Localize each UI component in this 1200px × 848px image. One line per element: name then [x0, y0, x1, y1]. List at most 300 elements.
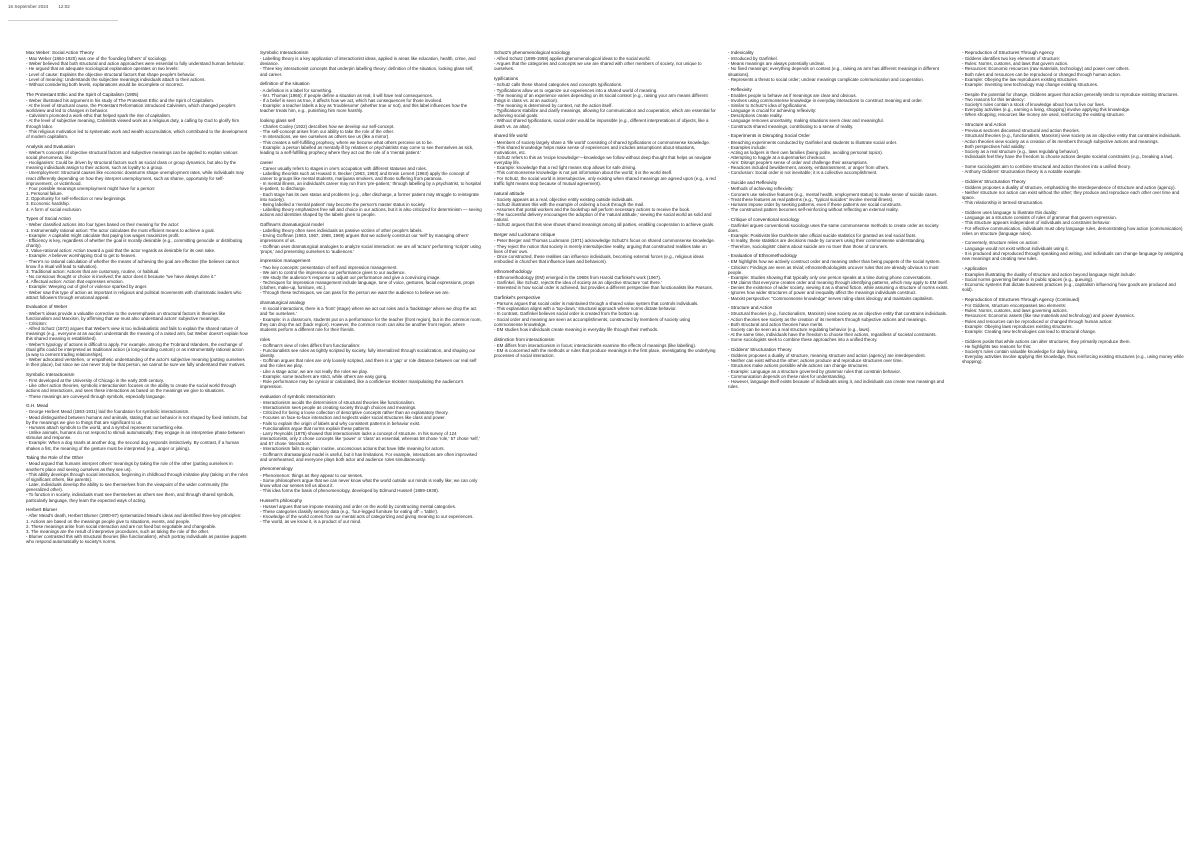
- note-line: - Reactions included bewilderment, anxiety, embarrassment, or anger from others.: [728, 165, 890, 171]
- section-heading: Symbolic Interactionism: [26, 371, 75, 377]
- note-line: - Techniques for impression management include language, tone of voice, gestures, facial expressions, props (clothes, make-up, furniture, etc.).: [260, 280, 475, 291]
- note-line: - The constructed pattern becomes self-reinforcing without reflecting an external reality.: [728, 207, 899, 212]
- note-line: - At the same time, individuals have the freedom to choose their actions, regardless of societal constraints.: [728, 332, 937, 338]
- note-line: - Weber's typology of actions is difficult to apply. For example, among the Trobriand Islanders, the exchange of ritual gifts could be interpreted as traditional action (a long-standing custom) or as instrumentally rational action (a way to cement trading relationships).: [26, 341, 244, 357]
- note-line: - The meaning is determined by context, not the action itself.: [494, 103, 613, 108]
- section-heading: Berger and Luckmann critique: [494, 232, 556, 238]
- note-section: [728, 50, 950, 82]
- note-line: - Being labelled a 'mental patient' may become the person's master status in society.: [260, 201, 426, 207]
- note-line: - Career usually refers to stages in one's occupation with different statuses and roles.: [260, 165, 428, 171]
- note-section: [26, 144, 248, 212]
- note-section: [260, 466, 482, 493]
- section-heading: Analysis and Evaluation: [26, 143, 75, 149]
- note-line: - Action theories see society as the creation of its members through subjective actions and meanings.: [728, 316, 927, 322]
- note-line: - Attempting to haggle at a supermarket checkout.: [728, 155, 826, 160]
- section-heading: Herbert Blumer: [26, 507, 58, 513]
- note-line: - This shared knowledge helps make sense of experiences and includes assumptions about situations, motivations, etc.: [494, 144, 696, 155]
- note-line: - Methods of achieving reflexivity:: [728, 186, 794, 192]
- note-section: [26, 403, 248, 450]
- section-heading: - Reflexivity: [728, 86, 752, 92]
- section-heading: shared life world: [494, 133, 528, 139]
- note-section: [494, 76, 716, 129]
- note-line: - Everyday activities involve applying this knowledge, thus reinforcing existing structures (e.g., using money while shopping).: [962, 354, 1184, 365]
- section-heading: - Indexicality: [728, 50, 754, 55]
- note-line: - Enables people to behave as if meanings are clear and obvious.: [728, 92, 857, 98]
- note-line: - Erving Goffman (1963, 1967, 1968, 1969) argues that we actively construct our 'self' by managing others' impressions of us.: [260, 233, 469, 244]
- note-line: - Once constructed, these realities can influence individuals, becoming external forces (e.g., religious ideas embodied in churches that influence laws and behaviors).: [494, 253, 704, 264]
- note-line: - Charles Cooley (1922) describes how we develop our self-concept.: [260, 124, 395, 130]
- note-line: - EM studies how individuals create meaning in everyday life through their methods.: [494, 326, 659, 332]
- section-heading: Types of Social Action: [26, 216, 71, 222]
- note-line: - Social norms governing behavior in public spaces (e.g., queuing).: [962, 276, 1094, 282]
- note-line: - Example: Weeping out of grief or violence sparked by anger.: [26, 284, 148, 290]
- note-line: - Example: Obeying laws reproduces existing structures.: [962, 323, 1073, 329]
- note-line: - Typifications allow us to organize our experiences into a shared world of meaning.: [494, 87, 658, 93]
- note-line: - Neither can exist without the other; actions produce and reproduce structures over time.: [728, 358, 903, 364]
- note-line: - Later, individuals develop the ability to see themselves from the viewpoint of the wider community (the generalized other).: [26, 482, 229, 493]
- note-line: - George Herbert Mead (1863-1931) laid the foundation for symbolic interactionism.: [26, 409, 190, 415]
- notes-column: [260, 50, 482, 840]
- note-line: - In reality, these statistics are decisions made by coroners using their commonsense understanding.: [728, 238, 926, 244]
- section-heading: Evaluation of Weber: [26, 304, 68, 310]
- note-line: - The meaning of an experience varies depending on its social context (e.g., raising your arm means different things in class vs. at an auction).: [494, 92, 708, 103]
- note-section: [494, 50, 716, 72]
- note-line: - Goffman argues that roles are only loosely scripted, and there is a 'gap' or role distance between our real self and the roles we play.: [260, 358, 477, 369]
- note-line: - This relationship is termed structuration.: [962, 200, 1044, 206]
- note-line: - Ethnomethodology (EM) emerged in the 1960s from Harold Garfinkel's work (1967).: [494, 274, 662, 280]
- note-line: - Example: in a classroom, students put on a performance for the teacher (front region), but in the common room, they can drop the act (back region). However, the common room can also be another front region, where students perform a different role for their friends.: [260, 316, 482, 332]
- note-line: 3. Economic hardship.: [26, 201, 70, 207]
- section-heading: - Giddens' Structuration Theory: [962, 178, 1026, 184]
- page-header: [8, 4, 118, 21]
- notes-page: [26, 50, 1192, 840]
- section-heading: ethnomethodology: [494, 268, 532, 274]
- note-line: - No conscious thought or choice is involved; the actor does it because "we have always done it.": [26, 274, 217, 280]
- note-line: - Like other action theories, symbolic interactionism focuses on the ability to create the social world through actions and interactions, and sees these interactions as based on the meanings we give to situations.: [26, 383, 236, 394]
- note-section: [962, 210, 1184, 236]
- note-line: - Example: Obeying the law reproduces existing structures.: [962, 76, 1078, 82]
- note-line: - The successful delivery encourages the adoption of the 'natural attitude,' viewing the social world as solid and natural.: [494, 212, 712, 223]
- note-line: - These meanings are conveyed through symbols, especially language.: [26, 393, 166, 399]
- note-line: - Weber classified actions into four types based on their meaning for the actor:: [26, 222, 180, 228]
- note-line: 1. Instrumentally rational action: The actor calculates the most efficient means to achieve a goal.: [26, 227, 215, 233]
- note-line: - Phenomenon: things as they appear to our senses.: [260, 472, 364, 478]
- note-line: 2. Value-rational action: Action toward a goal that the actor regards as desirable for its own sake.: [26, 248, 216, 254]
- note-line: - EM is concerned with the methods or rules that produce meanings in the first place, investigating the underlying processes of social interaction.: [494, 347, 716, 359]
- note-line: - Members of society largely share a 'life world' consisting of shared typifications or commonsense knowledge.: [494, 139, 711, 145]
- note-line: - This commonsense knowledge is not just information about the world; it is the world itself.: [494, 170, 673, 176]
- note-line: - Like a stage actor, we are not really the roles we play.: [260, 368, 368, 374]
- note-line: - Giddens uses language to illustrate this duality:: [962, 210, 1058, 216]
- note-line: - Labelling theory emphasizes free will and choice in our actions, but it is also criticized for determinism — seeing actions and identities shaped by the labels given to people.: [260, 207, 482, 218]
- note-line: - Interested in how social order is achieved, but provides a different perspective than functionalists like Parsons.: [494, 285, 713, 291]
- note-line: - The self-concept arises from our ability to take the role of the other.: [260, 129, 395, 135]
- note-line: - Calvinism promoted a work ethic that helped spark the rise of capitalism.: [26, 113, 172, 119]
- section-heading: The Protestant Ethic and the Spirit of Capitalism (1905): [26, 91, 139, 97]
- section-heading: distinction from interactionism: [494, 336, 555, 342]
- note-section: [26, 455, 248, 502]
- note-line: - At the level of structural cause, the Protestant Reformation introduced Calvinism, which changed people's worldview and led to changes in behavior.: [26, 103, 236, 114]
- note-section: [260, 394, 482, 462]
- note-line: - Humans attach symbols to the world, and a symbol represents something else.: [26, 424, 184, 430]
- notes-column: [494, 50, 716, 840]
- note-section: [26, 50, 248, 87]
- note-line: - Functionalists argue that norms explain these patterns.: [260, 425, 371, 431]
- notes-column: [962, 50, 1184, 840]
- note-line: - Garfinkel argues conventional sociology uses the same commonsense methods to create order as society does.: [728, 222, 939, 234]
- note-line: - However, language itself exists because of individuals using it, and individuals can create new meanings and rules.: [728, 378, 945, 390]
- note-section: [728, 305, 950, 342]
- note-line: - Goffman's view of roles differs from functionalism:: [260, 342, 361, 348]
- note-line: - Without considering both levels, explanations would be incomplete or incorrect.: [26, 81, 184, 87]
- note-line: - Level of meaning: Understands the subjective meanings individuals attach to their actions.: [26, 76, 206, 82]
- note-line: - Resources: Economic assets (like raw materials and technology) and power dynamics.: [962, 313, 1135, 319]
- note-line: - Society appears as a real, objective entity existing outside individuals.: [494, 196, 634, 202]
- section-heading: Garfinkel's perspective: [494, 294, 541, 300]
- note-line: - Aim: Disrupt people's sense of order and challenge their assumptions.: [728, 160, 868, 166]
- notes-column: [26, 50, 248, 840]
- note-line: - EM highlights how we actively construct order and meaning rather than being puppets of the social system.: [728, 259, 941, 265]
- note-line: - Knowledge of the world comes from our mental acts of categorizing and giving meaning to our experiences.: [260, 514, 474, 520]
- note-line: - These categories classify sensory data (e.g., 'four-legged furniture for eating off' = 'table').: [260, 509, 439, 515]
- note-section: [494, 269, 716, 291]
- note-line: - EM differs from interactionism in focus; interactionists examine the effects of meanings (like labelling).: [494, 342, 697, 348]
- note-line: - Some philosophers argue that we can never know what the world outside our minds is really like; we can only know what our senses tell us about it.: [260, 477, 478, 488]
- note-line: - Despite the potential for change, Giddens argues that action generally tends to reproduce existing structures.: [962, 91, 1179, 97]
- note-line: - Language removes uncertainty, making situations seem clear and meaningful.: [728, 118, 884, 124]
- note-line: - Conclusion: Social order is not inevitable; it is a collective accomplishment.: [728, 170, 878, 176]
- note-line: - This structure appears independent of individuals and constrains behavior.: [962, 220, 1111, 226]
- section-heading: - Reproduction of Structures Through Agency: [962, 50, 1055, 55]
- note-line: - In interactions, we see ourselves as others see us (like a mirror).: [260, 134, 390, 140]
- note-line: - Example: a teacher labels a boy as 'troublesome' (whether true or not), and this label influences how the teacher treats him, e.g., punishing him more harshly.: [260, 103, 468, 114]
- note-line: - Example: When a dog snarls at another dog, the second dog responds instinctively. By contrast, if a human shakes a fist, the meaning of the gesture must be interpreted (e.g., anger or joking).: [26, 440, 240, 451]
- note-line: - Weber advocated verstehen, or empathetic understanding of the actor's subjective meaning (putting ourselves in their place), but since we can never truly be that person, we cannot be sure we fully understand their motives.: [26, 356, 246, 368]
- section-heading: Schutz's phenomenological sociology: [494, 50, 571, 55]
- section-heading: - Critique of conventional sociology: [728, 216, 800, 222]
- note-section: [494, 337, 716, 359]
- note-line: - Husserl argues that we impose meaning and order on the world by constructing mental categories.: [260, 503, 457, 509]
- note-line: - Example: Inventing new technology may change existing structures.: [962, 81, 1099, 87]
- note-line: - Both structural and action theories have merits.: [728, 321, 824, 327]
- note-line: - Example: some teachers are strict, while others are easy going.: [260, 373, 388, 379]
- note-line: - Some sociologists seek to combine these approaches into a unified theory.: [728, 337, 878, 343]
- note-line: - Mead argued that humans interpret others' meanings by taking the role of the other (putting ourselves in another's place and seeing ourselves as they see us).: [26, 461, 233, 472]
- note-line: - Society as a real structure (e.g., laws regulating behavior).: [962, 148, 1080, 154]
- note-line: - Criticized for being a loose collection of descriptive concepts rather than an explanatory theory.: [260, 410, 449, 416]
- note-line: - Individuals feel they have the freedom to choose actions despite societal constraints (e.g., breaking a law).: [962, 154, 1174, 159]
- note-line: - Unemployment: Structural causes like economic downturns shape unemployment rates, while individuals may react differently depending on how they interpret unemployment, such as shame, opportunity for self-improvement, or victimhood.: [26, 170, 245, 186]
- note-section: [728, 217, 950, 249]
- note-line: - Society's rules contain valuable knowledge for daily living.: [962, 349, 1079, 354]
- note-line: - Means meanings are always potentially unclear.: [728, 61, 825, 67]
- note-line: - Similar to Schutz's idea of typifications.: [728, 103, 808, 108]
- note-line: - Marxist perspective: "Commonsense knowledge" serves ruling-class ideology and maintains capitalism.: [728, 295, 934, 301]
- note-line: - This religious motivation led to systematic work and wealth accumulation, which contributed to the development of modern capitalism.: [26, 128, 248, 139]
- note-line: - He highlights two reasons for this:: [962, 343, 1032, 349]
- note-line: 1. Personal failure.: [26, 191, 63, 197]
- note-line: 1. Actions are based on the meanings people give to situations, events, and people.: [26, 518, 191, 524]
- note-line: - Fails to explain the origin of labels and why consistent patterns in behavior exist.: [260, 420, 421, 426]
- note-line: - Weber believed that both structural and action approaches were essential to fully understand human behavior.: [26, 61, 245, 67]
- note-line: - Rules and resources can be reproduced or changed through human action:: [962, 318, 1113, 324]
- note-line: - In contrast, Garfinkel believes social order is created from the bottom up.: [494, 311, 640, 317]
- note-line: - Focuses on face-to-face interaction and neglects wider social structures like class and power.: [260, 415, 446, 421]
- note-line: - Example: knowledge that a red light means stop allows for safe driving.: [494, 165, 637, 171]
- note-line: - Two reasons for this tendency:: [962, 96, 1025, 102]
- note-line: - Weber illustrated his argument in his study of The Protestant Ethic and the Spirit of Capitalism.: [26, 97, 215, 103]
- note-section: [260, 160, 482, 218]
- note-line: - Three key interactionist concepts that underpin labelling theory: definition of the situation, looking glass self, and career.: [260, 66, 474, 77]
- note-line: - Examples illustrating the duality of structure and action beyond language might include:: [962, 271, 1136, 277]
- section-heading: G.H. Mead: [26, 403, 49, 409]
- note-line: - Argues that the categories and concepts we use are shared with other members of society, not unique to ourselves.: [494, 61, 702, 72]
- note-line: - Typifications stabilize and clarify meanings, allowing for communication and cooperation, which are essential for achieving social goals.: [494, 108, 716, 119]
- note-line: - This ability develops through social interaction, beginning in childhood through imitative play (taking on the roles of significant others, like parents).: [26, 471, 248, 482]
- section-heading: natural attitude: [494, 190, 525, 196]
- note-section: [962, 92, 1184, 118]
- note-line: - Example: Positivists like Durkheim take official suicide statistics for granted as real social facts.: [728, 233, 917, 239]
- note-line: 4. Affectual action: Action that expresses emotion.: [26, 279, 124, 285]
- section-heading: - Structure and Action: [728, 305, 773, 311]
- notes-column: [728, 50, 950, 840]
- note-section: [260, 258, 482, 295]
- note-line: 3. The meanings are the result of interpretive procedures, such as taking the role of the other.: [26, 528, 210, 534]
- note-line: - At the level of subjective meaning, Calvinists viewed work as a religious duty, a calling by God to glorify him through labor.: [26, 118, 240, 129]
- note-line: - Level of cause: Explains the objective structural factors that shape people's behavior.: [26, 71, 196, 77]
- note-line: - Represents a threat to social order; unclear meanings complicate communication and cooperation.: [728, 76, 925, 82]
- note-line: - Acting as lodgers in their own families (being polite, avoiding personal topics).: [728, 149, 883, 155]
- note-line: - Max Weber (1864-1920) was one of the 'founding fathers' of sociology.: [26, 56, 168, 62]
- note-section: [962, 50, 1184, 87]
- note-line: - Example: Language as a structure governed by grammar rules that constrain behavior.: [728, 368, 901, 374]
- note-line: - Giddens proposes a duality of structure, meaning structure and action (agency) are interdependent.: [728, 353, 926, 359]
- note-section: [728, 87, 950, 129]
- note-line: - In mental illness, an individual's career may run from 'pre-patient,' through labelling by a psychiatrist, to hospital in-patient, to discharge.: [260, 181, 481, 192]
- note-line: - For Giddens, structure encompasses two elements:: [962, 303, 1067, 309]
- note-line: - After Mead's death, Herbert Blumer (1900-87) systematized Mead's ideas and identified three key principles:: [26, 513, 242, 519]
- note-section: [494, 133, 716, 186]
- section-heading: dramaturgical analogy: [260, 300, 306, 306]
- note-section: [260, 81, 482, 113]
- header-time: 12:02: [58, 4, 70, 9]
- note-line: - Structural theories (e.g., functionalism, Marxism) view society as an objective entity that constrains individuals.: [728, 311, 948, 317]
- section-heading: - Reproduction of Structures Through Agency (Continued): [962, 297, 1080, 302]
- note-line: - Giddens identifies two key elements of structure:: [962, 56, 1061, 62]
- note-line: - Through these techniques, we can pass for the person we want the audience to believe we are.: [260, 290, 450, 296]
- note-line: - Rules: Norms, customs, and laws governing actions.: [962, 308, 1068, 314]
- note-line: - Mead distinguished between humans and animals, stating that our behavior is not shaped by fixed instincts, but by the meanings we give to things that are significant to us.: [26, 414, 248, 425]
- note-section: [260, 50, 482, 77]
- section-heading: phenomenology: [260, 466, 293, 472]
- note-section: [260, 337, 482, 390]
- note-section: [494, 232, 716, 264]
- note-line: - The world, as we know it, is a product of our mind.: [260, 519, 362, 525]
- note-line: - Role performance may be cynical or calculated, like a confidence trickster manipulating the audience's impression.: [260, 378, 464, 390]
- note-line: - Breaching experiments conducted by Garfinkel and students to illustrate social order.: [728, 139, 898, 145]
- note-line: - A definition is a label for something.: [260, 87, 333, 93]
- note-line: - Therefore, sociologists' claims about suicide are no truer than those of coroners.: [728, 243, 889, 249]
- note-line: - Society can be seen as a real structure regulating behavior (e.g., laws).: [728, 326, 871, 332]
- note-line: - Example: Studies showing that typically only one person speaks at a time during phone conversations.: [728, 274, 932, 280]
- note-line: - W.I. Thomas (1966): If people define a situation as real, it will have real consequences.: [260, 92, 434, 98]
- note-line: - Action theories view society as a creation of its members through subjective actions and meanings.: [962, 138, 1159, 144]
- note-line: - Alfred Schutz (1899-1959) applies phenomenological ideas to the social world.: [494, 56, 651, 62]
- note-section: [260, 118, 482, 155]
- note-line: - Coroners use selective features (e.g., mental health, employment status) to make sense of suicide cases.: [728, 191, 938, 197]
- note-line: - Weber's concepts of objective structural factors and subjective meanings can be applied to explain various social phenomena, like:: [26, 149, 238, 160]
- note-section: [962, 297, 1184, 334]
- note-line: - This creates a self-fulfilling prophecy, where we become what others perceive us to be.: [260, 139, 433, 145]
- note-section: [260, 300, 482, 332]
- note-line: - Language is crucial for achieving reflexivity:: [728, 108, 817, 114]
- note-line: - Structures make actions possible while actions can change structures.: [728, 363, 869, 369]
- note-line: - We study the audience's response to adjust our performance and give a convincing image.: [260, 274, 441, 280]
- note-line: - Neither structure nor action can exist without the other; they produce and reproduce each other over time and space.: [962, 189, 1180, 201]
- note-section: [728, 253, 950, 300]
- note-line: - Examples include:: [728, 144, 767, 150]
- section-heading: Max Weber: Social Action Theory: [26, 50, 94, 55]
- note-line: - Labelling theory is a key application of interactionist ideas, applied in areas like education, health, crime, and deviance.: [260, 56, 476, 67]
- section-heading: impression management: [260, 258, 311, 264]
- note-section: [962, 339, 1184, 365]
- note-section: [260, 498, 482, 525]
- note-line: - Social order and meaning are seen as accomplishments, constructed by members of society using commonsense knowledge.: [494, 316, 691, 327]
- note-line: - Treat these features as real patterns (e.g., "typical suicides" involve mental illness).: [728, 196, 894, 202]
- note-line: 2. Opportunity for self-reflection or new beginnings.: [26, 196, 127, 202]
- note-line: - Giddens posits that while actions can alter structures, they primarily reproduce them.: [962, 338, 1131, 344]
- note-line: - Two key concepts: presentation of self and impression management.: [260, 264, 398, 270]
- note-line: - Ignores how wider structures of power and inequality affect the meanings individuals construct.: [728, 290, 917, 296]
- note-line: - Some sociologists aim to combine structural and action theories into a unified theory.: [962, 163, 1131, 169]
- note-line: - Conversely, structure relies on action:: [962, 240, 1039, 246]
- note-line: - Hooliganism: Could be driven by structural factors such as social class or group dynamics, but also by the meaning individuals assign to their actions, such as loyalty to a group.: [26, 160, 237, 171]
- note-section: [962, 266, 1184, 293]
- note-line: - When shopping, resources like money are used, reinforcing the existing structure.: [962, 112, 1126, 118]
- note-line: - Example: A capitalist might calculate that paying low wages maximizes profit.: [26, 232, 180, 238]
- note-line: - Giddens proposes a duality of structure, emphasizing the interdependence of structure and action (agency).: [962, 184, 1176, 190]
- note-section: [26, 216, 248, 300]
- note-line: - Involves using commonsense knowledge in everyday interactions to construct meaning and order.: [728, 97, 923, 103]
- note-line: - Both rules and resources can be reproduced or changed through human action.: [962, 71, 1122, 77]
- note-section: [962, 240, 1184, 261]
- note-section: [26, 372, 248, 399]
- section-heading: Husserl's philosophy: [260, 497, 302, 503]
- note-line: - Unlike animals, humans do not respond to stimuli automatically; they engage in an interpretive phase between stimulus and response.: [26, 430, 245, 441]
- section-heading: - Evaluation of Ethnomethodology: [728, 253, 797, 259]
- note-line: - Schutz argues that this view shows shared meanings among all parties, enabling cooperation to achieve goals.: [494, 222, 715, 228]
- note-line: - Each stage has its own status and problems (e.g., after discharge, a former patient may struggle to reintegrate into society).: [260, 191, 480, 202]
- note-line: - Everyday activities (e.g., earning a living, shopping) involve applying this knowledge.: [962, 107, 1131, 113]
- note-line: - Parsons argues that social order is maintained through a shared value system that controls individuals.: [494, 301, 699, 307]
- note-section: [728, 180, 950, 212]
- note-section: [962, 122, 1184, 159]
- note-line: - Interactionism fails to explain routine, unconscious actions that have little meaning for actors.: [260, 446, 445, 452]
- note-line: - Previous sections discussed structural and action theories.: [962, 128, 1080, 134]
- note-line: - We aim to control the impression our performance gives to our audience.: [260, 269, 406, 275]
- note-section: [962, 179, 1184, 206]
- note-line: - Schutz illustrates this with the example of ordering a book through the mail.: [494, 201, 645, 207]
- note-line: - Denies the existence of wider society, viewing it as a shared fiction, while assuming a structure of norms exists.: [728, 285, 949, 291]
- section-heading: evaluation of symbolic interactionism: [260, 393, 335, 399]
- note-line: - Criticism:: [26, 320, 47, 326]
- note-section: [962, 164, 1184, 174]
- note-line: - Assumes that postal workers and the bookshop will perform necessary actions to receive the book.: [494, 207, 691, 212]
- section-heading: - Suicide and Reflexivity: [728, 180, 778, 186]
- note-line: - Weber saw this type of action as important in religious and political movements with charismatic leaders who attract followers through emotional appeal.: [26, 289, 242, 300]
- note-line: - There's no rational calculation of whether the means of achieving the goal are effective (the believer cannot know if a ritual will lead to salvation).: [26, 258, 239, 269]
- note-line: - Four possible meanings unemployment might have for a person:: [26, 185, 156, 191]
- note-line: 4. A form of social exclusion.: [26, 206, 82, 212]
- note-line: - Language would not exist without individuals using it.: [962, 245, 1069, 251]
- note-line: - Schutz calls these shared categories and concepts typifications.: [494, 82, 623, 88]
- note-section: [494, 295, 716, 332]
- note-line: - Humans impose order by seeking patterns, even if these patterns are social constructs.: [728, 201, 902, 207]
- note-line: - Goffman uses dramaturgical analogies to analyze social interaction: we are all 'actors' performing 'scripts' using 'props,' and presenting ourselves to 'audiences.': [260, 243, 481, 254]
- header-date: 16 September 2024: [8, 4, 49, 9]
- section-heading: career: [260, 159, 274, 165]
- note-line: - Example: A believer worshipping God to get to heaven.: [26, 253, 137, 259]
- note-line: - In social interactions, there is a 'front' (stage) where we act out roles and a 'backstage' where we drop the act and 'be ourselves.': [260, 306, 477, 317]
- note-line: - Anthony Giddens' structuration theory is a notable example.: [962, 168, 1082, 174]
- note-line: - Peter Berger and Thomas Luckmann (1971) acknowledge Schutz's focus on shared commonsense knowledge.: [494, 238, 716, 244]
- note-line: - Economic systems that dictate business practices (e.g., capitalism influencing how goods are produced and sold).: [962, 282, 1176, 293]
- section-heading: - Structure and Action: [962, 122, 1007, 128]
- note-line: - They reject the notion that society is merely intersubjective reality, arguing that constructed realities take on lives of their own.: [494, 243, 707, 254]
- note-line: - This idea forms the basis of phenomenology, developed by Edmund Husserl (1859-1938).: [260, 488, 439, 494]
- note-line: - Society's rules contain a stock of knowledge about how to live our lives.: [962, 102, 1105, 107]
- note-line: - Interactionism avoids the determinism of structural theories like functionalism.: [260, 399, 415, 405]
- section-heading: Goffman's dramaturgical model: [260, 221, 324, 227]
- note-line: - Resources: Economic resources (raw materials, technology) and power over others.: [962, 66, 1130, 72]
- note-line: - Schutz refers to this as 'recipe knowledge'—knowledge we follow without deep thought that helps us navigate everyday life.: [494, 155, 712, 166]
- note-line: - No fixed meanings; everything depends on context (e.g., raising an arm has different meanings in different situations).: [728, 66, 939, 77]
- note-line: - Efficiency is key, regardless of whether the goal is morally desirable (e.g., committing genocide or distributing charity).: [26, 237, 243, 249]
- note-line: - Rules: Norms, customs, and laws that govern action.: [962, 61, 1069, 67]
- note-line: - Weber's ideas provide a valuable corrective to the overemphasis on structural factors in theories like functionalism and Marxism, by affirming that we must also understand actors' subjective meanings.: [26, 310, 226, 321]
- note-section: [728, 133, 950, 175]
- note-line: - Introduced by Garfinkel.: [728, 56, 778, 62]
- note-line: - Example: a person labelled as mentally ill by relatives or psychiatrists may come to see themselves as sick, leading to a self-fulfilling prophecy where they act out the role of a 'mental patient.': [260, 144, 474, 155]
- note-line: 2. These meanings arise from social interaction and are not fixed but negotiable and changeable.: [26, 523, 217, 529]
- note-line: - For effective communication, individuals must obey language rules, demonstrating how action (communication) relies on structure (language rules).: [962, 225, 1183, 236]
- note-line: - Interactionism sees people as creating society through choices and meanings.: [260, 405, 417, 411]
- note-line: - Example: Creating new technologies can lead to structural change.: [962, 328, 1097, 334]
- note-line: - Garfinkel, like Schutz, rejects the idea of society as an objective structure 'out there.': [494, 280, 662, 286]
- note-line: - Descriptions create reality.: [728, 113, 783, 119]
- note-line: - Both perspectives hold validity:: [962, 143, 1026, 149]
- note-line: - Structural theories (e.g., functionalism, Marxism) view society as an objective entity that constrains individuals.: [962, 133, 1182, 139]
- note-section: [26, 92, 248, 139]
- note-line: - Blumer contrasted this with structural theories (like functionalism), which portray individuals as passive puppets who respond automatically to society's norms.: [26, 534, 247, 545]
- section-heading: typifications: [494, 76, 519, 82]
- section-heading: - Experiments in Disrupting Social Order: [728, 133, 810, 139]
- note-line: - Larry Reynolds (1975) showed that interactionism lacks a concept of structure. In his survey of 124 interactionists, only 2 chose concepts like 'power' or 'class' as essential, whereas 58 chose 'role,' 57 chose 'self,' and 57 chose 'interaction.': [260, 430, 480, 447]
- note-line: - First developed at the University of Chicago in the early 20th century.: [26, 378, 165, 384]
- note-line: - Functionalists see roles as tightly scripted by society, fully internalized through socialization, and shaping our identity.: [260, 347, 476, 359]
- note-line: - For Schutz, the social world is intersubjective, only existing when shared meanings are agreed upon (e.g., a red traffic light means stop because of mutual agreement).: [494, 175, 716, 186]
- note-section: [26, 304, 248, 367]
- note-line: - EM claims that everyone creates order and meaning through identifying patterns, which may apply to EM itself.: [728, 280, 949, 286]
- note-section: [728, 347, 950, 389]
- note-line: 3. Traditional action: Actions that are customary, routine, or habitual.: [26, 268, 160, 274]
- note-line: - Goffman's dramaturgical model is useful, but it has limitations. For example, interactions are often improvised and unrehearsed, and everyone plays both actor and audience roles simultaneously.: [260, 451, 477, 462]
- note-line: - Communication depends on these rules for understanding.: [728, 373, 846, 379]
- note-line: - This explanation aligns with a 'top-down,' structural approach where norms dictate behavior.: [494, 306, 677, 312]
- note-line: - Labelling theory often sees individuals as passive victims of other people's labels.: [260, 228, 423, 234]
- note-section: [260, 222, 482, 254]
- section-heading: definition of the situation: [260, 81, 310, 87]
